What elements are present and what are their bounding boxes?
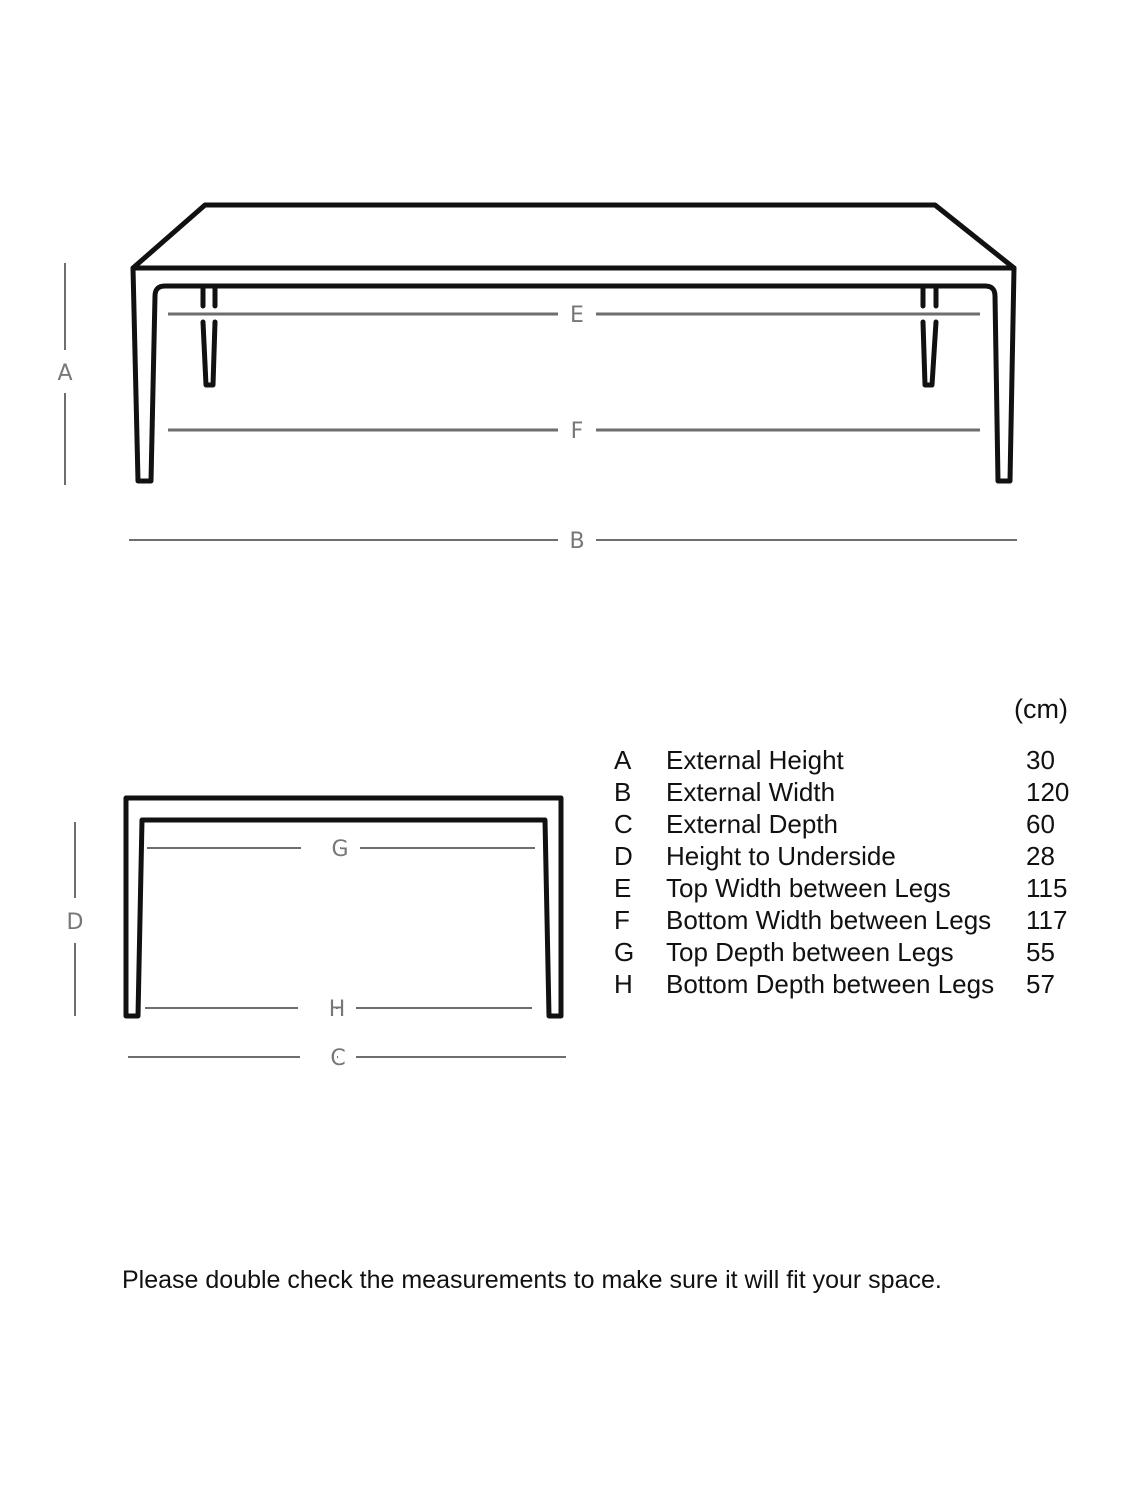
- legend-key: F: [614, 905, 630, 935]
- dim-label-f: F: [570, 419, 584, 444]
- legend-label: Height to Underside: [666, 841, 896, 871]
- legend-value: 60: [1026, 809, 1055, 839]
- legend-label: Bottom Depth between Legs: [666, 969, 995, 999]
- legend-label: External Depth: [666, 809, 838, 839]
- legend-row: [614, 904, 1086, 936]
- legend-key: E: [614, 873, 632, 903]
- legend-row: [614, 968, 1086, 1000]
- legend-value: 120: [1026, 777, 1070, 807]
- table-front-view-diagram: [0, 0, 1125, 600]
- legend-value: 30: [1026, 745, 1055, 775]
- legend-key: D: [614, 841, 633, 871]
- legend-value: 57: [1026, 969, 1055, 999]
- dim-label-g: G: [331, 837, 349, 862]
- legend-key: H: [614, 969, 633, 999]
- legend-value: 115: [1026, 873, 1068, 903]
- footer-note: Please double check the measurements to make sure it will fit your space.: [122, 1266, 942, 1294]
- legend-label: Top Width between Legs: [666, 873, 951, 903]
- legend-row: [614, 744, 1086, 776]
- legend-row: [614, 776, 1086, 808]
- legend-label: External Height: [666, 745, 844, 775]
- legend-value: 55: [1026, 937, 1055, 967]
- legend-key: G: [614, 937, 635, 967]
- legend-key: A: [614, 745, 632, 775]
- dim-label-a: A: [57, 361, 73, 386]
- dim-label-e: E: [570, 303, 584, 328]
- legend-key: C: [614, 809, 633, 839]
- dim-label-c: C: [330, 1046, 346, 1071]
- legend-label: Bottom Width between Legs: [666, 905, 992, 935]
- measurements-legend: [614, 744, 1086, 1000]
- dim-label-h: H: [328, 997, 346, 1022]
- legend-row: [614, 872, 1086, 904]
- side-table-outline: [126, 798, 561, 1016]
- unit-label: (cm): [1014, 694, 1068, 724]
- legend-value: 28: [1026, 841, 1055, 871]
- legend-row: [614, 840, 1086, 872]
- legend-label: Top Depth between Legs: [666, 937, 954, 967]
- dim-label-d: D: [66, 910, 84, 935]
- legend-key: B: [614, 777, 632, 807]
- dim-label-b: B: [569, 529, 585, 554]
- legend-row: [614, 808, 1086, 840]
- legend-label: External Width: [666, 777, 836, 807]
- legend-row: [614, 936, 1086, 968]
- legend-value: 117: [1026, 905, 1068, 935]
- dimension-lines: [168, 314, 980, 430]
